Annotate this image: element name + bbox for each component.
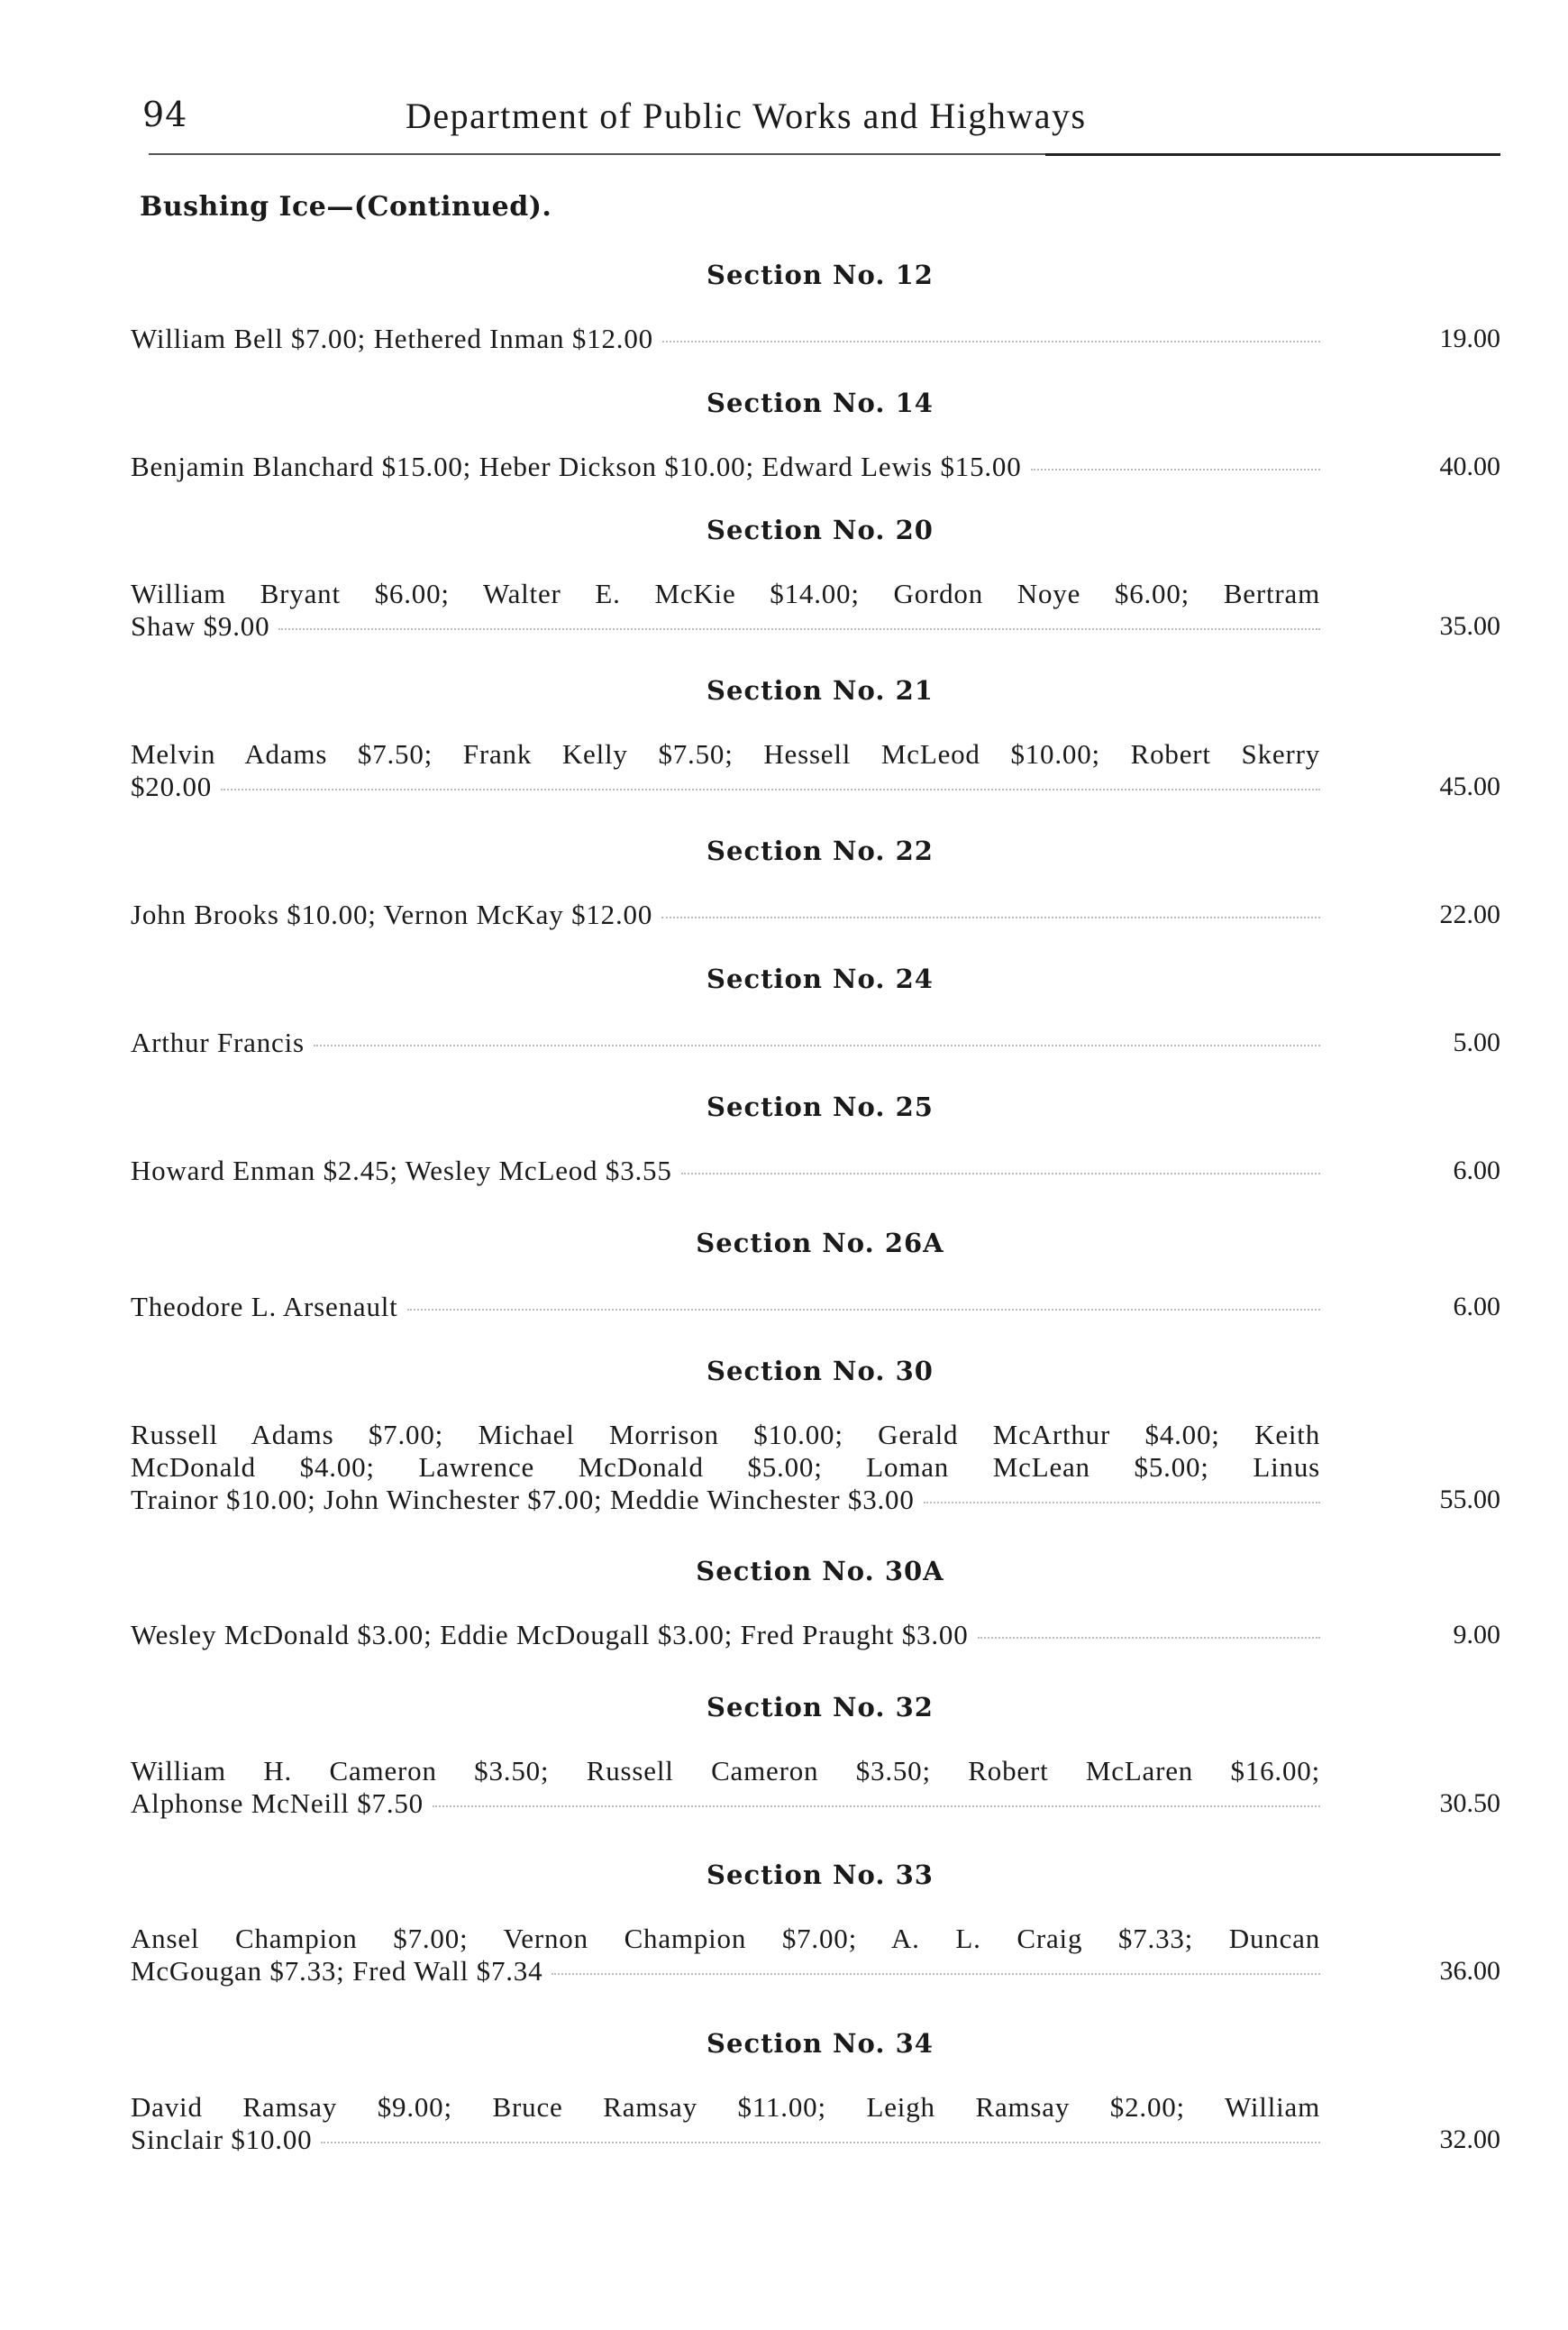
section-heading: Section No. 26A xyxy=(696,1228,944,1258)
section-amount: 5.00 xyxy=(1453,1028,1500,1057)
section-amount: 6.00 xyxy=(1453,1292,1500,1321)
section-heading: Section No. 34 xyxy=(707,2028,934,2059)
entry-line xyxy=(131,323,1320,355)
dot-leader xyxy=(924,1502,1320,1503)
section-entry xyxy=(131,1155,1500,1187)
entry-line xyxy=(131,1291,1320,1323)
dot-leader xyxy=(433,1805,1320,1807)
section-entry xyxy=(131,578,1500,643)
section-amount: 36.00 xyxy=(1439,1956,1500,1986)
entry-text: Shaw $9.00 xyxy=(131,610,270,642)
section-heading: Section No. 33 xyxy=(707,1859,934,1890)
section-entry xyxy=(131,738,1500,803)
entry-text: Howard Enman $2.45; Wesley McLeod $3.55 xyxy=(131,1155,672,1186)
dot-leader xyxy=(681,1173,1320,1174)
section-heading: Section No. 14 xyxy=(707,388,934,418)
continued-heading: Bushing Ice—(Continued). xyxy=(140,191,552,223)
section-amount: 45.00 xyxy=(1439,772,1500,801)
section-entry xyxy=(131,1419,1500,1516)
dot-leader xyxy=(662,341,1320,343)
entry-text: William H. Cameron $3.50; Russell Cameron $3.50; Robert McLaren $16.00; xyxy=(131,1755,1320,1786)
section-heading: Section No. 12 xyxy=(707,260,934,290)
entry-text: Benjamin Blanchard $15.00; Heber Dickson $10.00; Edward Lewis $15.00 xyxy=(131,451,1022,482)
section-amount: 55.00 xyxy=(1439,1485,1500,1514)
dot-leader xyxy=(278,628,1320,630)
entry-text: Alphonse McNeill $7.50 xyxy=(131,1787,424,1819)
dot-leader xyxy=(314,1045,1320,1046)
entry-text: John Brooks $10.00; Vernon McKay $12.00 xyxy=(131,899,653,930)
entry-line xyxy=(131,1027,1320,1059)
section-amount: 6.00 xyxy=(1453,1156,1500,1185)
section-amount: 30.50 xyxy=(1439,1788,1500,1818)
section-amount: 19.00 xyxy=(1439,324,1500,353)
dot-leader xyxy=(321,2142,1320,2143)
section-entry xyxy=(131,1923,1500,1987)
section-entry xyxy=(131,899,1500,931)
entry-line xyxy=(131,451,1320,483)
entry-line xyxy=(131,1484,1320,1516)
page-number: 94 xyxy=(142,95,188,134)
section-heading: Section No. 20 xyxy=(707,515,934,545)
page-title: Department of Public Works and Highways xyxy=(406,96,1087,136)
section-amount: 35.00 xyxy=(1439,611,1500,641)
section-amount: 32.00 xyxy=(1439,2124,1500,2154)
dot-leader xyxy=(978,1637,1321,1639)
entry-text: David Ramsay $9.00; Bruce Ramsay $11.00; Leigh Ramsay $2.00; William xyxy=(131,2091,1320,2123)
entry-line xyxy=(131,899,1320,931)
section-heading: Section No. 32 xyxy=(707,1692,934,1722)
running-head xyxy=(135,95,1505,149)
section-entry xyxy=(131,1755,1500,1820)
section-heading: Section No. 22 xyxy=(707,836,934,866)
dot-leader xyxy=(661,917,1320,918)
entry-text: Wesley McDonald $3.00; Eddie McDougall $3.00; Fred Praught $3.00 xyxy=(131,1619,969,1650)
section-entry xyxy=(131,1027,1500,1059)
section-entry xyxy=(131,451,1500,483)
entry-text: Melvin Adams $7.50; Frank Kelly $7.50; Hessell McLeod $10.00; Robert Skerry xyxy=(131,738,1320,770)
section-heading: Section No. 21 xyxy=(707,675,934,706)
entry-line xyxy=(131,771,1320,803)
section-entry xyxy=(131,1291,1500,1323)
entry-line xyxy=(131,610,1320,643)
entry-text: William Bell $7.00; Hethered Inman $12.00 xyxy=(131,323,653,354)
entry-text: William Bryant $6.00; Walter E. McKie $14.00; Gordon Noye $6.00; Bertram xyxy=(131,578,1320,609)
entry-text: McGougan $7.33; Fred Wall $7.34 xyxy=(131,1955,543,1987)
dot-leader xyxy=(1031,469,1320,471)
dot-leader xyxy=(407,1309,1320,1311)
entry-text: Sinclair $10.00 xyxy=(131,2124,313,2155)
section-amount: 9.00 xyxy=(1453,1620,1500,1649)
section-entry xyxy=(131,323,1500,355)
section-heading: Section No. 24 xyxy=(707,964,934,994)
entry-line xyxy=(131,1155,1320,1187)
dot-leader xyxy=(552,1973,1320,1975)
section-heading: Section No. 30A xyxy=(696,1556,944,1586)
entry-text: Ansel Champion $7.00; Vernon Champion $7.00; A. L. Craig $7.33; Duncan xyxy=(131,1923,1320,1954)
section-amount: 40.00 xyxy=(1439,452,1500,481)
section-amount: 22.00 xyxy=(1439,900,1500,929)
header-rule-accent xyxy=(1045,153,1500,156)
entry-text: Arthur Francis xyxy=(131,1027,305,1058)
section-heading: Section No. 25 xyxy=(707,1092,934,1122)
entry-line xyxy=(131,1787,1320,1820)
entry-line xyxy=(131,1619,1320,1651)
section-entry xyxy=(131,2091,1500,2156)
entry-text: Theodore L. Arsenault xyxy=(131,1291,398,1322)
entry-line xyxy=(131,1955,1320,1987)
section-entry xyxy=(131,1619,1500,1651)
dot-leader xyxy=(221,789,1320,790)
entry-text: $20.00 xyxy=(131,771,213,802)
entry-line xyxy=(131,2124,1320,2156)
entry-text: McDonald $4.00; Lawrence McDonald $5.00; Loman McLean $5.00; Linus xyxy=(131,1451,1320,1483)
section-heading: Section No. 30 xyxy=(707,1356,934,1386)
entry-text: Russell Adams $7.00; Michael Morrison $10.00; Gerald McArthur $4.00; Keith xyxy=(131,1419,1320,1450)
entry-text: Trainor $10.00; John Winchester $7.00; Meddie Winchester $3.00 xyxy=(131,1484,915,1515)
